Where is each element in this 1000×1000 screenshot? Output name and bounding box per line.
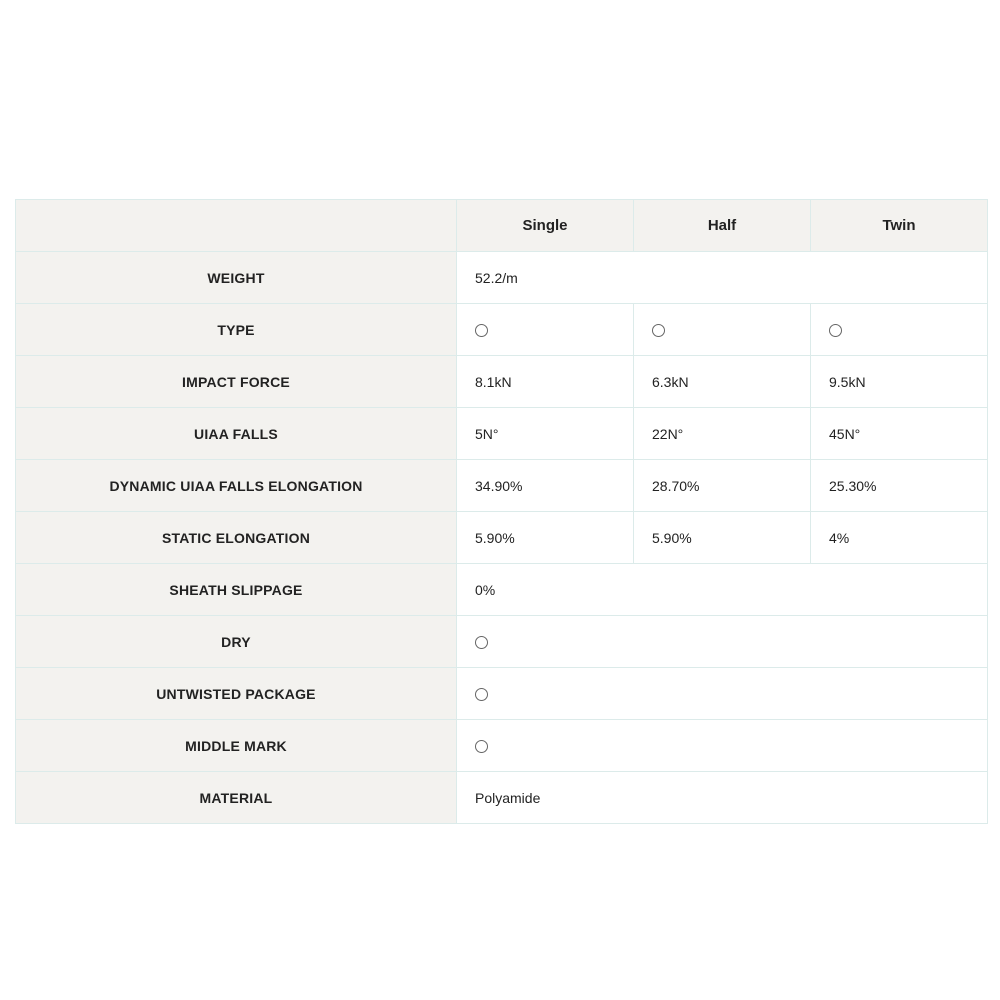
row-label-dry: DRY (16, 616, 457, 668)
row-material (16, 772, 988, 824)
uiaa-falls-half: 22N° (634, 408, 811, 460)
rope-spec-table (15, 199, 988, 824)
type-twin-radio[interactable] (829, 324, 842, 337)
middle-mark-radio[interactable] (475, 740, 488, 753)
sheath-slippage-value: 0% (457, 564, 988, 616)
type-single-radio[interactable] (475, 324, 488, 337)
row-middle-mark (16, 720, 988, 772)
material-value: Polyamide (457, 772, 988, 824)
middle-mark-cell (457, 720, 988, 772)
uiaa-falls-single: 5N° (457, 408, 634, 460)
row-label-type: TYPE (16, 304, 457, 356)
row-uiaa-falls (16, 408, 988, 460)
row-label-middle-mark: MIDDLE MARK (16, 720, 457, 772)
row-label-material: MATERIAL (16, 772, 457, 824)
static-elongation-twin: 4% (811, 512, 988, 564)
type-single-cell (457, 304, 634, 356)
impact-force-half: 6.3kN (634, 356, 811, 408)
untwisted-package-radio[interactable] (475, 688, 488, 701)
weight-value: 52.2/m (457, 252, 988, 304)
dry-radio[interactable] (475, 636, 488, 649)
impact-force-twin: 9.5kN (811, 356, 988, 408)
dynamic-elongation-twin: 25.30% (811, 460, 988, 512)
type-half-radio[interactable] (652, 324, 665, 337)
static-elongation-half: 5.90% (634, 512, 811, 564)
type-twin-cell (811, 304, 988, 356)
uiaa-falls-twin: 45N° (811, 408, 988, 460)
dry-cell (457, 616, 988, 668)
column-header-single: Single (457, 200, 634, 252)
row-label-dynamic-elongation: DYNAMIC UIAA FALLS ELONGATION (16, 460, 457, 512)
untwisted-package-cell (457, 668, 988, 720)
impact-force-single: 8.1kN (457, 356, 634, 408)
row-dynamic-elongation (16, 460, 988, 512)
row-label-untwisted-package: UNTWISTED PACKAGE (16, 668, 457, 720)
row-untwisted-package (16, 668, 988, 720)
row-impact-force (16, 356, 988, 408)
dynamic-elongation-single: 34.90% (457, 460, 634, 512)
row-label-uiaa-falls: UIAA FALLS (16, 408, 457, 460)
row-label-static-elongation: STATIC ELONGATION (16, 512, 457, 564)
row-label-sheath-slippage: SHEATH SLIPPAGE (16, 564, 457, 616)
row-dry (16, 616, 988, 668)
row-weight (16, 252, 988, 304)
static-elongation-single: 5.90% (457, 512, 634, 564)
row-type (16, 304, 988, 356)
column-header-half: Half (634, 200, 811, 252)
row-sheath-slippage (16, 564, 988, 616)
header-blank-cell (16, 200, 457, 252)
dynamic-elongation-half: 28.70% (634, 460, 811, 512)
row-label-impact-force: IMPACT FORCE (16, 356, 457, 408)
column-header-twin: Twin (811, 200, 988, 252)
header-row (16, 200, 988, 252)
row-label-weight: WEIGHT (16, 252, 457, 304)
row-static-elongation (16, 512, 988, 564)
type-half-cell (634, 304, 811, 356)
